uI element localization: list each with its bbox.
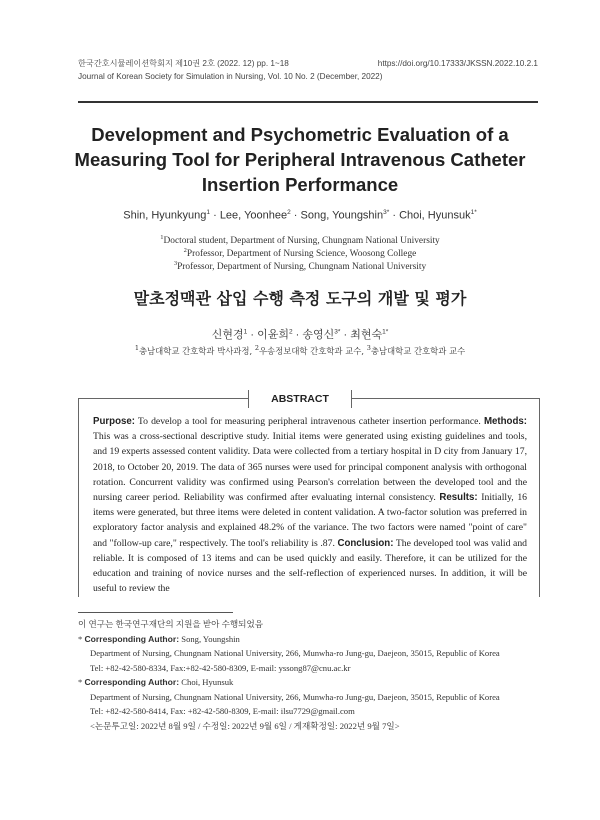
korean-affiliations: $^1$충남대학교 간호학과 박사과정, $^2$우송정보대학 간호학과 교수, $^3$충남대학교 간호학과 교수 [134,344,466,356]
contact-1: Tel: +82-42-580-8334, Fax:+82-42-580-8309, E-mail: yssong87@cnu.ac.kr [90,662,351,673]
korean-title: 말초정맥관 삽입 수행 측정 도구의 개발 및 평가 [133,289,467,308]
author-name: Choi, Hyunsuk [399,209,471,222]
journal-korean: 한국간호시뮬레이션학회지 제10권 2호 (2022. 12) pp. 1~18 [78,59,289,68]
affiliation-3: $^3$Professor, Department of Nursing, Chungnam National University [173,260,427,273]
journal-english: Journal of Korean Society for Simulation in Nursing, Vol. 10 No. 2 (December, 2022) [78,72,383,81]
doi-link[interactable]: https://doi.org/10.17333/JKSSN.2022.10.2.1 [377,59,538,68]
funding-note: 이 연구는 한국연구재단의 지원을 받아 수행되었음 [78,619,264,629]
conclusion-label: Conclusion: [337,537,394,549]
author-name: Song, Youngshin [300,209,384,222]
corresponding-author-2: * Corresponding Author: Choi, Hyunsuk [78,677,234,687]
results-label: Results: [439,492,478,504]
author-list: Shin, Hyunkyung$^1$ · Lee, Yoonhee$^2$ · Song, Youngshin$^{3*}$ · Choi, Hyunsuk$^{1*}$ [123,209,477,222]
abstract-text: Purpose: To develop a tool for measuring peripheral intravenous catheter insertion performance. Methods: This was a cross-sectional descriptive study. Initial items were generated using existing guidelines and tools, and 19 experts assessed content validity. Data were collected from a tertiary hospital in D city from January 17, 2018, to October 20, 2019. The data of 365 nurses were used for principal component analysis with orthogonal rotation. Concurrent validity was confirmed using Pearson's correlation between the developed tool and the nursing career period. Reliability was confirmed after evaluating internal consistency. Results: Initially, 16 items were generated, but three items were deleted in content validation. A two-factor solution was preferred in exploratory factor analysis and explained 48.2% of the variance. The two factors were named "point of care" and "follow-up care," respectively. The tool's reliability is .87. Conclusion: The developed tool was valid and reliable. It is composed of 13 items and can be used quickly and easily. Therefore, it can be utilized for the education and training of novice nurses and the self-reflection of experienced nurses. In addition, it will be useful to review the [93,416,527,594]
author-name: Lee, Yoonhee [219,209,288,222]
abstract-heading: ABSTRACT [0,389,600,408]
footnotes: 이 연구는 한국연구재단의 지원을 받아 수행되었음 * Corresponding Author: Song, Youngshin Department of Nursing, Chungnam National University, 266, Munwha-ro Jung-gu, Daejeon, 35015, Republic of Korea Tel: +82-42-580-8334, Fax:+82-42-580-8309, E-mail: yssong87@cnu.ac.kr * Corresponding Author: Choi, Hyunsuk Department of Nursing, Chungnam National University, 266, Munwha-ro Jung-gu, Daejeon, 35015, Republic of Korea Tel: +82-42-580-8414, Fax: +82-42-580-8309, E-mail: ilsu7729@gmail.com <논문투고일: 2022년 8월 9일 / 수정일: 2022년 9월 6일 / 게재확정일: 2022년 9월 7일> [78,617,538,733]
header-rule [78,101,538,103]
footnote-rule [78,612,233,613]
methods-label: Methods: [483,416,527,427]
purpose-label: Purpose: [93,416,135,427]
corresponding-author-1: * Corresponding Author: Song, Youngshin [78,633,240,644]
submission-dates: <논문투고일: 2022년 8월 9일 / 수정일: 2022년 9월 6일 / 게재확정일: 2022년 9월 7일> [90,720,400,731]
korean-author-list: 신현경$^1$ · 이윤희$^2$ · 송영신$^{3*}$ · 최현숙$^{1*}$ [211,328,389,341]
affiliation-1: $^1$Doctoral student, Department of Nursing, Chungnam National University [160,234,440,247]
contact-2: Tel: +82-42-580-8414, Fax: +82-42-580-8309, E-mail: ilsu7729@gmail.com [90,706,355,716]
paper-title: Development and Psychometric Evaluation of a Measuring Tool for Peripheral Intravenous Catheter Insertion Performance [74,124,526,195]
affiliation-2: $^2$Professor, Department of Nursing Science, Woosong College [183,247,417,260]
author-name: Shin, Hyunkyung [123,209,207,222]
